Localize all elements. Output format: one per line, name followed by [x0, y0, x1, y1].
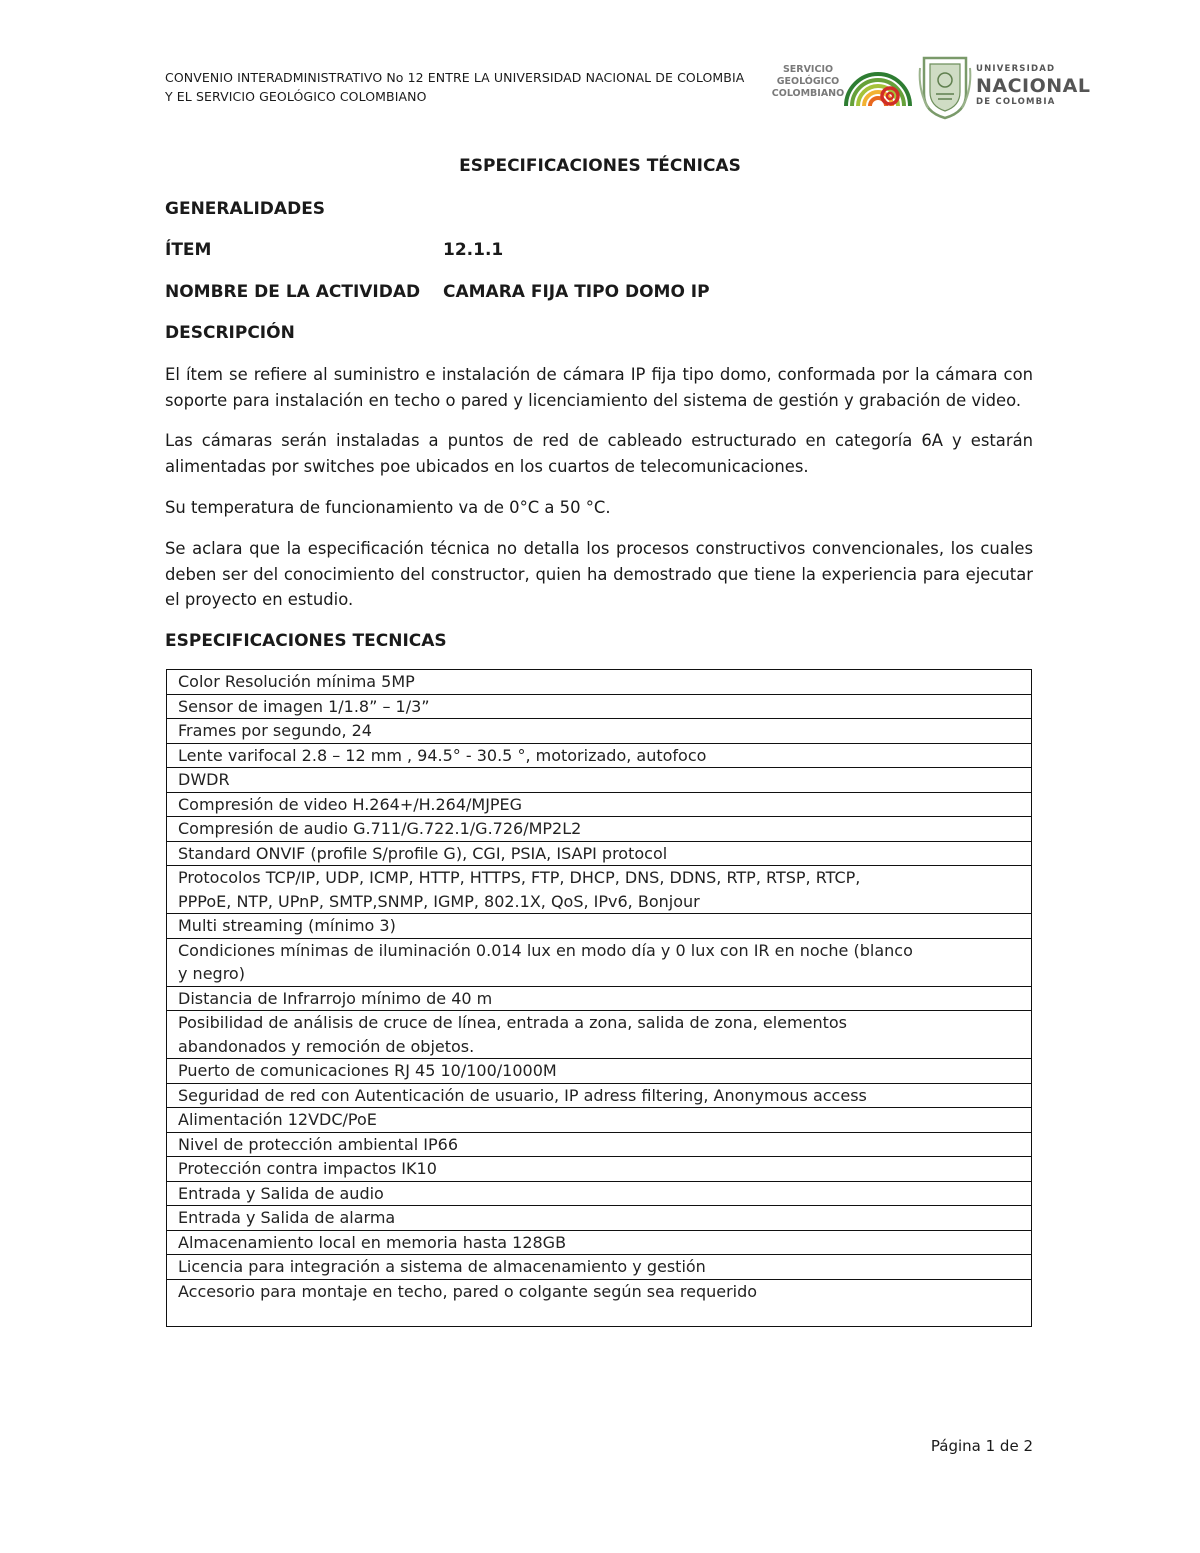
spec-row: [167, 1230, 1032, 1255]
spec-cell: Compresión de video H.264+/H.264/MJPEG: [167, 792, 1032, 817]
spec-row: [167, 670, 1032, 695]
generalidades-heading: GENERALIDADES: [165, 199, 326, 219]
description-paragraph-1: El ítem se refiere al suministro e instalación de cámara IP fija tipo domo, conformada por la cámara con soporte para instalación en techo o pared y licenciamiento del sistema de gestión y grabación de video.: [165, 365, 1033, 410]
spec-cell: Multi streaming (mínimo 3): [167, 914, 1032, 939]
spec-cell: Color Resolución mínima 5MP: [167, 670, 1032, 695]
spec-cell: DWDR: [167, 768, 1032, 793]
sgc-logo-text: [770, 64, 846, 100]
spec-cell: Sensor de imagen 1/1.8” – 1/3”: [167, 694, 1032, 719]
spec-cell: Almacenamiento local en memoria hasta 128GB: [167, 1230, 1032, 1255]
sgc-arcs-icon: [842, 52, 912, 110]
spec-row: [167, 866, 1032, 914]
spec-row: [167, 817, 1032, 842]
spec-row: [167, 1083, 1032, 1108]
spec-cell: Licencia para integración a sistema de almacenamiento y gestión: [167, 1255, 1032, 1280]
un-logo-line-3: DE COLOMBIA: [976, 97, 1056, 107]
spec-cell: Protección contra impactos IK10: [167, 1157, 1032, 1182]
spec-row: [167, 1181, 1032, 1206]
spec-cell: Compresión de audio G.711/G.722.1/G.726/MP2L2: [167, 817, 1032, 842]
spec-row: [167, 1011, 1032, 1059]
header-line-1: CONVENIO INTERADMINISTRATIVO No 12 ENTRE LA UNIVERSIDAD NACIONAL DE COLOMBIA: [165, 70, 745, 85]
specs-table-body: [167, 670, 1032, 1327]
spec-row: [167, 792, 1032, 817]
sgc-logo-line-1: SERVICIO: [782, 64, 834, 75]
description-paragraph-2: Las cámaras serán instaladas a puntos de red de cableado estructurado en categoría 6A y estarán alimentadas por switches poe ubicados en los cuartos de telecomunicaciones.: [165, 431, 1033, 476]
un-crest-icon: [918, 50, 972, 120]
spec-cell: Protocolos TCP/IP, UDP, ICMP, HTTP, HTTPS, FTP, DHCP, DNS, DDNS, RTP, RTSP, RTCP, PPPoE, NTP, UPnP, SMTP,SNMP, IGMP, 802.1X, QoS, IPv6, Bonjour: [167, 866, 1032, 914]
spec-row: [167, 743, 1032, 768]
item-value: 12.1.1: [443, 240, 504, 260]
un-logo-text: [976, 64, 1090, 108]
sgc-logo: [770, 52, 912, 110]
spec-row: [167, 1279, 1032, 1326]
spec-row: [167, 841, 1032, 866]
spec-cell: Condiciones mínimas de iluminación 0.014 lux en modo día y 0 lux con IR en noche (blanco y negro): [167, 938, 1032, 986]
header-line-2: Y EL SERVICIO GEOLÓGICO COLOMBIANO: [165, 89, 427, 104]
un-logo-line-2: NACIONAL: [976, 75, 1091, 97]
spec-row: [167, 1132, 1032, 1157]
description-paragraph-4: Se aclara que la especificación técnica no detalla los procesos constructivos convencionales, los cuales deben ser del conocimiento del constructor, quien ha demostrado que tiene la experiencia para ejecutar el proyecto en estudio.: [165, 539, 1033, 609]
spec-cell: Nivel de protección ambiental IP66: [167, 1132, 1032, 1157]
spec-row: [167, 719, 1032, 744]
spec-row: [167, 1206, 1032, 1231]
spec-row: [167, 1157, 1032, 1182]
spec-row: [167, 938, 1032, 986]
spec-cell: Seguridad de red con Autenticación de usuario, IP adress filtering, Anonymous access: [167, 1083, 1032, 1108]
spec-cell: Frames por segundo, 24: [167, 719, 1032, 744]
page-number: Página 1 de 2: [930, 1437, 1033, 1455]
un-logo: [918, 46, 1091, 122]
spec-row: [167, 694, 1032, 719]
spec-cell: Lente varifocal 2.8 – 12 mm , 94.5° - 30.5 °, motorizado, autofoco: [167, 743, 1032, 768]
sgc-logo-line-2: GEOLÓGICO: [776, 76, 840, 87]
spec-cell: Alimentación 12VDC/PoE: [167, 1108, 1032, 1133]
spec-cell: Entrada y Salida de alarma: [167, 1206, 1032, 1231]
spec-row: [167, 1108, 1032, 1133]
specs-heading: ESPECIFICACIONES TECNICAS: [165, 631, 447, 651]
spec-row: [167, 1255, 1032, 1280]
item-label: ÍTEM: [165, 240, 212, 260]
specs-table: [166, 669, 1032, 1327]
description-heading: DESCRIPCIÓN: [165, 323, 295, 343]
spec-row: [167, 914, 1032, 939]
spec-cell: Accesorio para montaje en techo, pared o colgante según sea requerido: [167, 1279, 1032, 1326]
spec-row: [167, 768, 1032, 793]
spec-cell: Entrada y Salida de audio: [167, 1181, 1032, 1206]
spec-row: [167, 986, 1032, 1011]
header-convenio: [165, 68, 744, 106]
sgc-logo-line-3: COLOMBIANO: [771, 88, 845, 99]
un-logo-line-1: UNIVERSIDAD: [976, 64, 1056, 74]
spec-row: [167, 1059, 1032, 1084]
spec-cell: Standard ONVIF (profile S/profile G), CGI, PSIA, ISAPI protocol: [167, 841, 1032, 866]
activity-label: NOMBRE DE LA ACTIVIDAD: [165, 282, 421, 302]
activity-value: CAMARA FIJA TIPO DOMO IP: [443, 282, 710, 302]
description-paragraph-3: Su temperatura de funcionamiento va de 0°C a 50 °C.: [165, 498, 611, 517]
spec-cell: Posibilidad de análisis de cruce de línea, entrada a zona, salida de zona, elementos abandonados y remoción de objetos.: [167, 1011, 1032, 1059]
document-title: ESPECIFICACIONES TÉCNICAS: [459, 156, 741, 176]
spec-cell: Puerto de comunicaciones RJ 45 10/100/1000M: [167, 1059, 1032, 1084]
spec-cell: Distancia de Infrarrojo mínimo de 40 m: [167, 986, 1032, 1011]
